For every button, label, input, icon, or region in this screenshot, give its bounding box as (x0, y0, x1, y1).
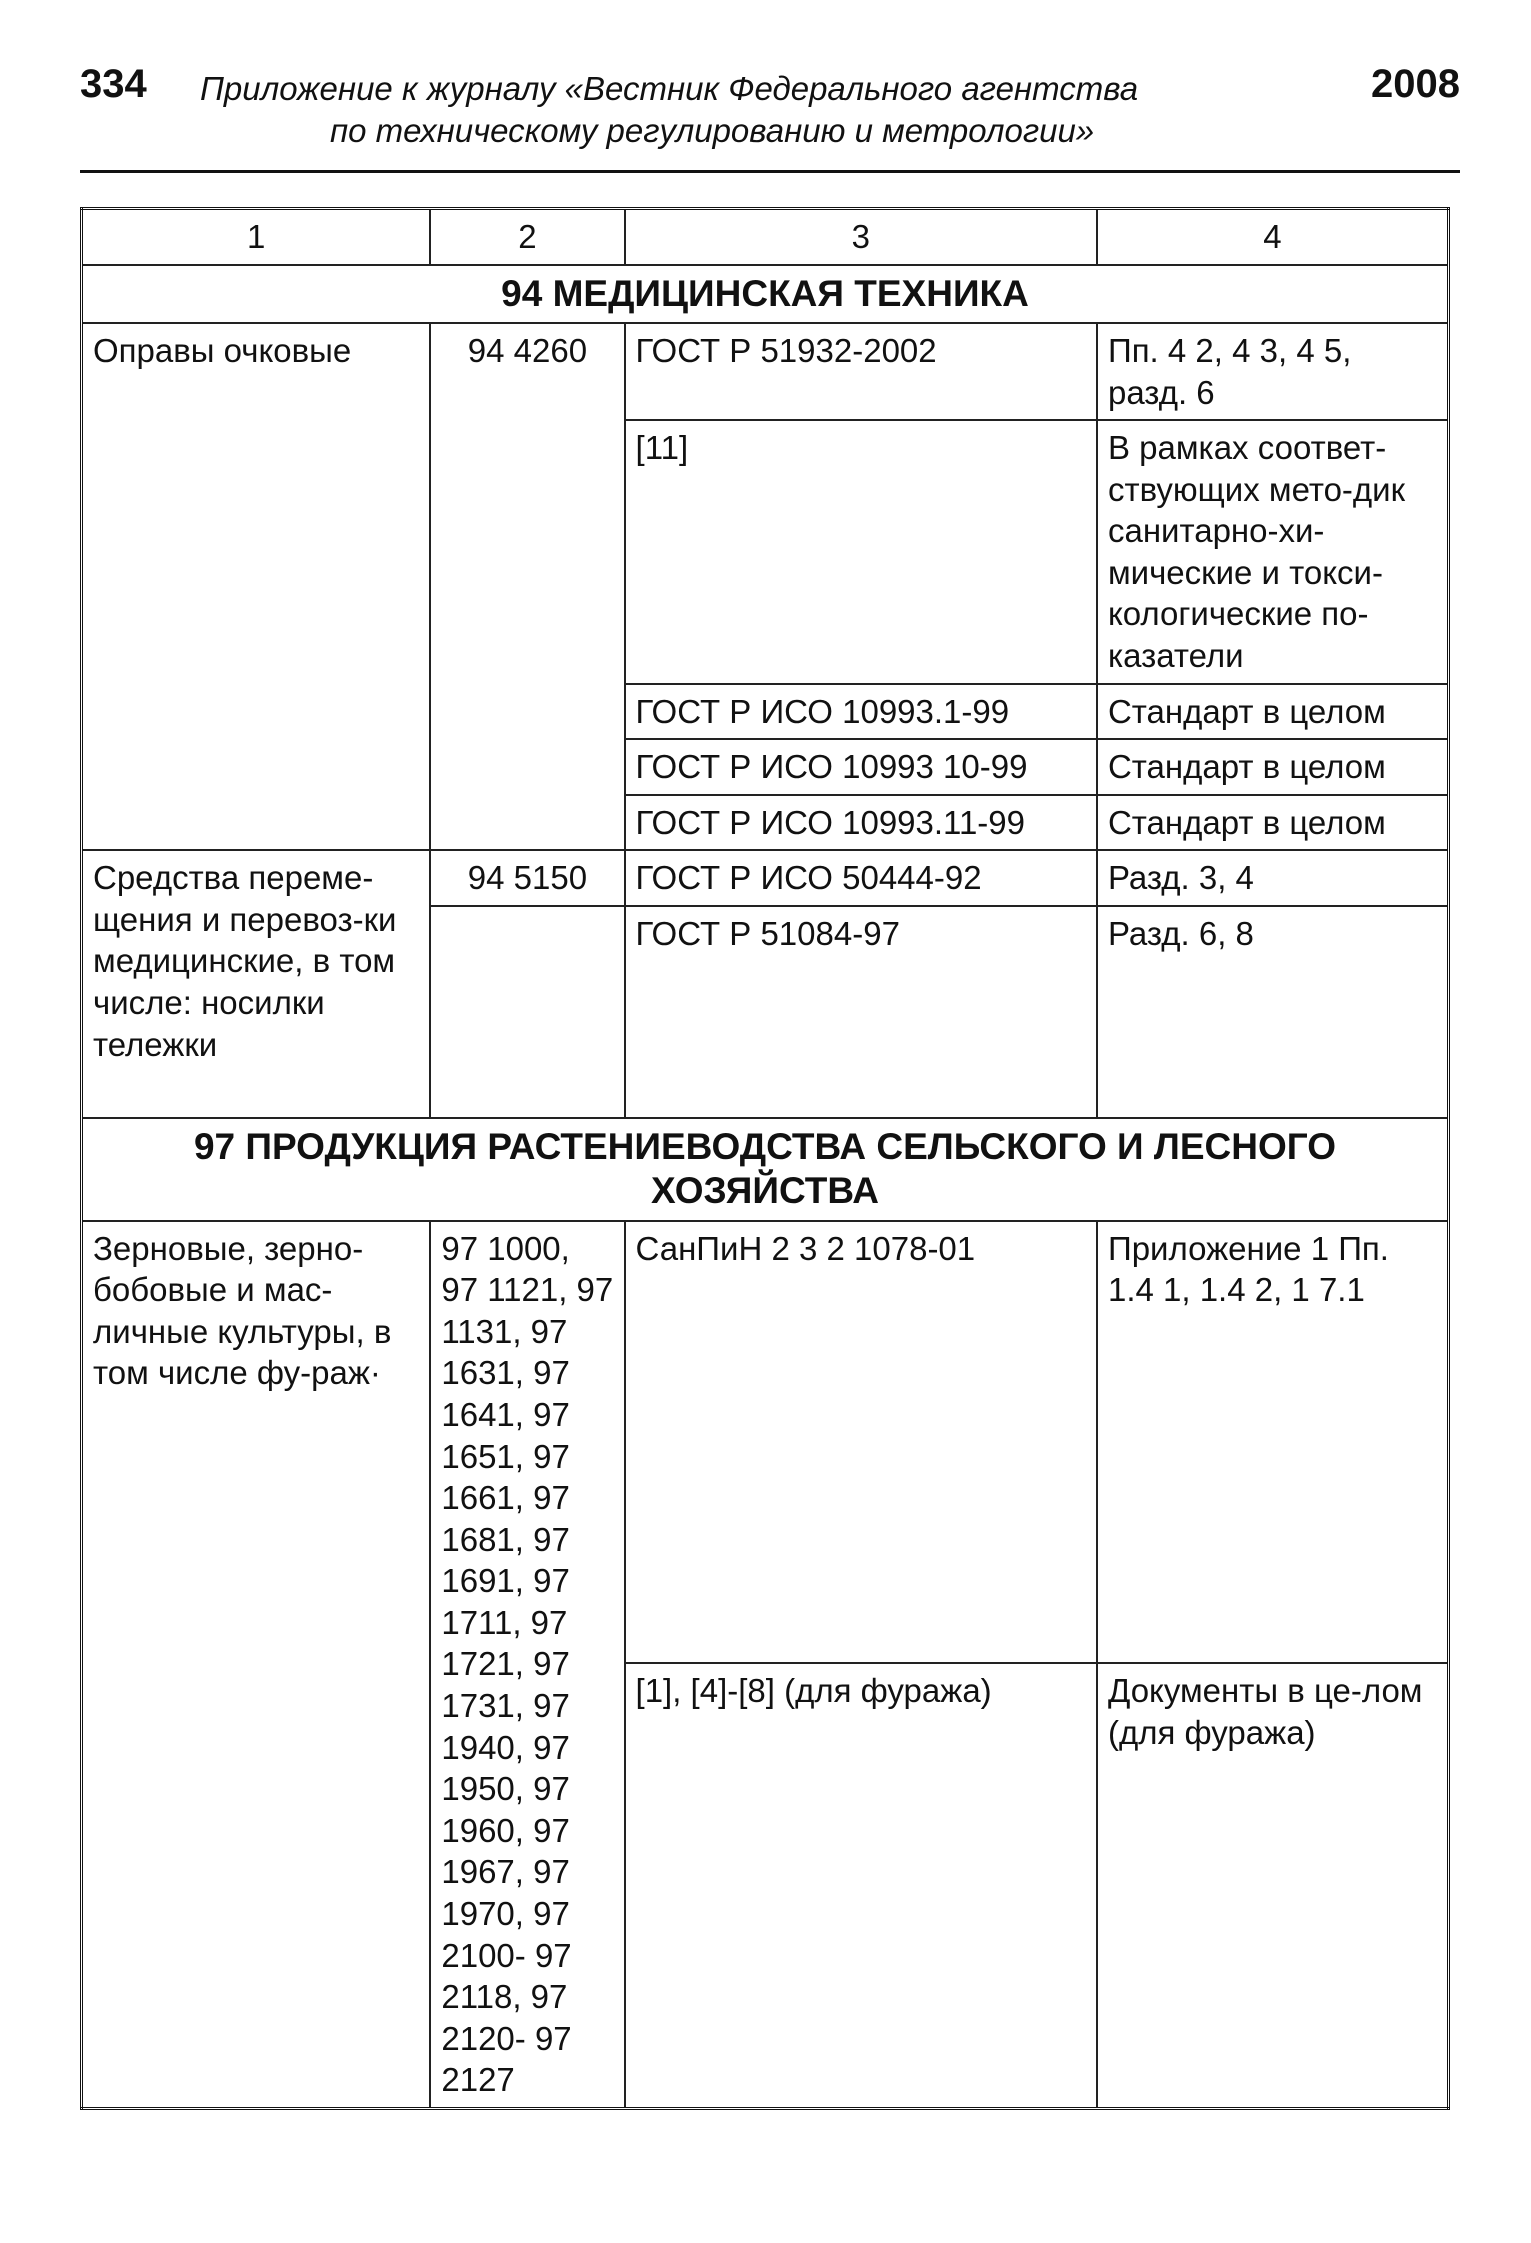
normative-document: ГОСТ Р ИСО 10993.11-99 (625, 795, 1097, 851)
product-name: Зерновые, зерно-бобовые и мас-личные культуры, в том числе фу-раж· (82, 1221, 431, 2109)
year: 2008 (1371, 62, 1460, 106)
document-clauses: Пп. 4 2, 4 3, 4 5, разд. 6 (1097, 323, 1449, 420)
normative-document: ГОСТ Р ИСО 10993 10-99 (625, 739, 1097, 795)
section-title-94: 94 МЕДИЦИНСКАЯ ТЕХНИКА (82, 265, 1449, 323)
empty-code-cell (430, 906, 624, 1118)
column-number-row (82, 209, 1449, 265)
document-clauses: Стандарт в целом (1097, 684, 1449, 740)
document-clauses: Стандарт в целом (1097, 795, 1449, 851)
journal-title-line2: по техническому регулированию и метрологии» (330, 112, 1095, 149)
document-clauses: Документы в це-лом (для фуража) (1097, 1663, 1449, 2108)
product-codes: 97 1000, 97 1121, 97 1131, 97 1631, 97 1641, 97 1651, 97 1661, 97 1681, 97 1691, 97 1711, 97 1721, 97 1731, 97 1940, 97 1950, 97 1960, 97 1967, 97 1970, 97 2100- 97 2118, 97 2120- 97 2127 (430, 1221, 624, 2109)
product-code: 94 4260 (430, 323, 624, 850)
column-number: 1 (82, 209, 431, 265)
document-clauses: В рамках соответ-ствующих мето-дик санитарно-хи-мические и токси-кологические по-казатели (1097, 420, 1449, 683)
document-clauses: Приложение 1 Пп. 1.4 1, 1.4 2, 1 7.1 (1097, 1221, 1449, 1664)
standards-table (80, 207, 1450, 2110)
table-row (82, 850, 1449, 906)
normative-document: [11] (625, 420, 1097, 683)
header-rule (80, 170, 1460, 173)
table-row (82, 323, 1449, 420)
normative-document: ГОСТ Р 51084-97 (625, 906, 1097, 1118)
product-name: Средства переме-щения и перевоз-ки медицинские, в том числе: носилки тележки (82, 850, 431, 1118)
section-row (82, 265, 1449, 323)
journal-title-line1: Приложение к журналу «Вестник Федерального агентства (200, 70, 1139, 107)
table-row (82, 1221, 1449, 1664)
section-row (82, 1118, 1449, 1221)
normative-document: ГОСТ Р 51932-2002 (625, 323, 1097, 420)
column-number: 4 (1097, 209, 1449, 265)
document-clauses: Разд. 6, 8 (1097, 906, 1449, 1118)
column-number: 2 (430, 209, 624, 265)
column-number: 3 (625, 209, 1097, 265)
normative-document: ГОСТ Р ИСО 10993.1-99 (625, 684, 1097, 740)
normative-document: [1], [4]-[8] (для фуража) (625, 1663, 1097, 2108)
normative-document: ГОСТ Р ИСО 50444-92 (625, 850, 1097, 906)
section-title-97: 97 ПРОДУКЦИЯ РАСТЕНИЕВОДСТВА СЕЛЬСКОГО И ЛЕСНОГО ХОЗЯЙСТВА (82, 1118, 1449, 1221)
page-number: 334 (80, 62, 147, 106)
normative-document: СанПиН 2 3 2 1078-01 (625, 1221, 1097, 1664)
product-code: 94 5150 (430, 850, 624, 906)
document-clauses: Стандарт в целом (1097, 739, 1449, 795)
document-clauses: Разд. 3, 4 (1097, 850, 1449, 906)
product-name: Оправы очковые (82, 323, 431, 850)
